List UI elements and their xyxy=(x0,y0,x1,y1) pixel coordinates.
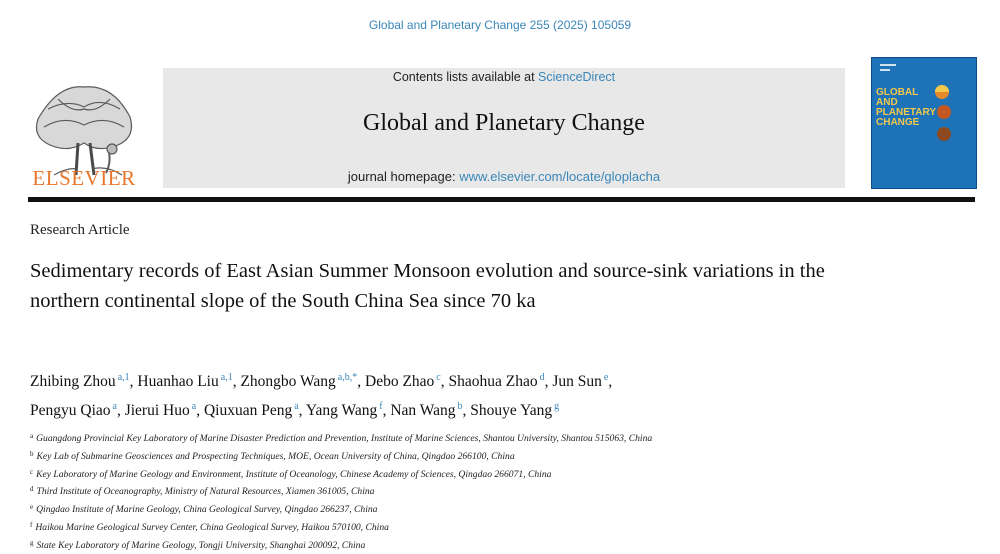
author-affiliation-marker[interactable]: a xyxy=(112,401,117,412)
homepage-prefix: journal homepage: xyxy=(347,169,460,184)
author-name[interactable]: Zhongbo Wang xyxy=(240,373,336,390)
journal-cover-image[interactable] xyxy=(871,57,977,189)
author-separator: , xyxy=(440,373,449,390)
author-separator: , xyxy=(357,373,365,390)
affiliation-key: f xyxy=(30,520,33,529)
author-affiliation-marker[interactable]: c xyxy=(436,372,441,383)
affiliation-text: Guangdong Provincial Key Laboratory of Marine Disaster Prediction and Prevention, Institute of Marine Sciences, Shantou University, Shantou 515063, China xyxy=(36,433,653,444)
author-affiliation-marker[interactable]: g xyxy=(554,401,560,412)
affiliation-item xyxy=(30,482,930,500)
author-name[interactable]: Shouye Yang xyxy=(470,402,553,419)
affiliation-item xyxy=(30,518,930,536)
affiliation-item xyxy=(30,500,930,518)
contents-prefix: Contents lists available at xyxy=(392,70,539,84)
author-separator: , xyxy=(608,373,613,390)
affiliation-text: Key Lab of Submarine Geosciences and Prospecting Techniques, MOE, Ocean University of China, Qingdao 266100, China xyxy=(36,450,515,462)
affiliation-text: State Key Laboratory of Marine Geology, Tongji University, Shanghai 200092, China xyxy=(36,539,366,551)
affiliation-key: a xyxy=(30,432,34,440)
author-affiliation-marker[interactable]: b xyxy=(457,401,463,412)
sciencedirect-link[interactable]: ScienceDirect xyxy=(538,70,616,84)
author-separator: , xyxy=(196,402,204,419)
homepage-link[interactable]: www.elsevier.com/locate/gloplacha xyxy=(459,169,661,184)
affiliation-list xyxy=(30,429,930,554)
cover-title: GLOBAL AND PLANETARY CHANGE xyxy=(876,87,936,128)
author-separator: , xyxy=(232,373,241,390)
journal-banner xyxy=(163,68,845,188)
author-name[interactable]: Shaohua Zhao xyxy=(448,373,538,390)
homepage-line xyxy=(163,169,845,184)
affiliation-key: e xyxy=(30,503,34,512)
journal-title: Global and Planetary Change xyxy=(363,110,645,136)
affiliation-key: g xyxy=(30,538,34,547)
author-name[interactable]: Debo Zhao xyxy=(365,373,435,390)
author-name[interactable]: Qiuxuan Peng xyxy=(203,402,293,419)
author-list xyxy=(30,365,950,423)
author-name[interactable]: Pengyu Qiao xyxy=(30,402,111,419)
author-affiliation-marker[interactable]: f xyxy=(379,401,383,412)
author-affiliation-marker[interactable]: a,b,* xyxy=(337,372,358,383)
affiliation-text: Qingdao Institute of Marine Geology, China Geological Survey, Qingdao 266237, China xyxy=(36,504,378,516)
author-separator: , xyxy=(544,373,553,390)
affiliation-item xyxy=(30,465,930,483)
author-separator: , xyxy=(298,402,306,419)
affiliation-key: d xyxy=(30,485,34,494)
header-divider xyxy=(28,197,975,202)
affiliation-key: b xyxy=(30,449,34,458)
affiliation-key: c xyxy=(30,467,34,476)
affiliation-item xyxy=(30,447,930,465)
author-affiliation-marker[interactable]: a xyxy=(294,401,299,412)
author-affiliation-marker[interactable]: a,1 xyxy=(117,372,130,383)
author-separator: , xyxy=(116,402,125,419)
author-separator: , xyxy=(382,402,391,419)
author-name[interactable]: Yang Wang xyxy=(305,402,378,419)
author-name[interactable]: Jierui Huo xyxy=(124,402,190,419)
article-title: Sedimentary records of East Asian Summer Monsoon evolution and source-sink variations in the northern continental slope of the South China Sea since 70 ka xyxy=(30,260,825,312)
author-name[interactable]: Nan Wang xyxy=(390,402,456,419)
affiliation-item xyxy=(30,429,930,447)
affiliation-text: Third Institute of Oceanography, Ministry of Natural Resources, Xiamen 361005, China xyxy=(36,486,375,498)
affiliation-text: Key Laboratory of Marine Geology and Environment, Institute of Oceanology, Chinese Academy of Sciences, Qingdao 266071, China xyxy=(36,468,552,480)
affiliation-text: Haikou Marine Geological Survey Center, China Geological Survey, Haikou 570100, China xyxy=(35,521,389,533)
article-type: Research Article xyxy=(30,222,130,238)
author-separator: , xyxy=(129,373,138,390)
author-affiliation-marker[interactable]: e xyxy=(603,372,609,383)
author-affiliation-marker[interactable]: a,1 xyxy=(220,372,233,383)
contents-line xyxy=(163,70,845,84)
author-affiliation-marker[interactable]: a xyxy=(191,401,197,412)
author-name[interactable]: Zhibing Zhou xyxy=(30,373,116,390)
affiliation-item xyxy=(30,536,930,554)
author-separator: , xyxy=(462,402,471,419)
author-name[interactable]: Huanhao Liu xyxy=(137,373,219,390)
author-affiliation-marker[interactable]: d xyxy=(539,372,545,383)
author-name[interactable]: Jun Sun xyxy=(552,373,602,390)
publisher-wordmark[interactable]: ELSEVIER xyxy=(32,166,136,190)
journal-citation[interactable]: Global and Planetary Change 255 (2025) 105059 xyxy=(368,18,632,32)
